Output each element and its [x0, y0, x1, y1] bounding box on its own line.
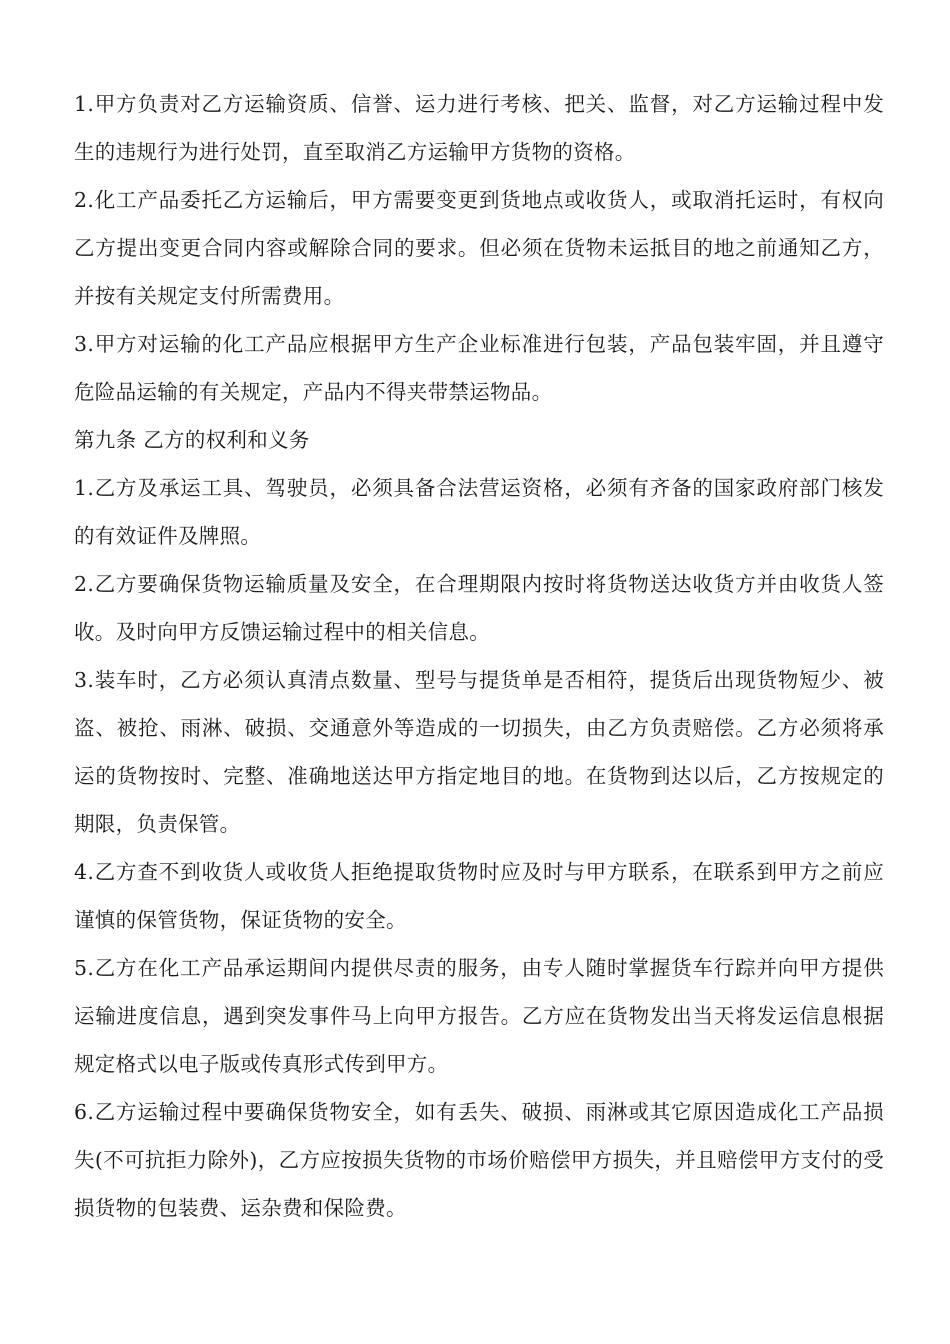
paragraph-2: 2.化工产品委托乙方运输后，甲方需要变更到货地点或收货人，或取消托运时，有权向乙方提出变更合同内容或解除合同的要求。但必须在货物未运抵目的地之前通知乙方，并按有关规定支付所需费用。	[74, 188, 884, 308]
section-paragraph-6: 6.乙方运输过程中要确保货物安全，如有丢失、破损、雨淋或其它原因造成化工产品损失(不可抗拒力除外)，乙方应按损失货物的市场价赔偿甲方损失，并且赔偿甲方支付的受损货物的包装费、运杂费和保险费。	[74, 1100, 884, 1220]
section-paragraph-1: 1.乙方及承运工具、驾驶员，必须具备合法营运资格，必须有齐备的国家政府部门核发的有效证件及牌照。	[74, 476, 884, 548]
section-heading: 第九条 乙方的权利和义务	[74, 428, 310, 452]
section-paragraph-2: 2.乙方要确保货物运输质量及安全，在合理期限内按时将货物送达收货方并由收货人签收。及时向甲方反馈运输过程中的相关信息。	[74, 572, 884, 644]
section-paragraph-4: 4.乙方查不到收货人或收货人拒绝提取货物时应及时与甲方联系，在联系到甲方之前应谨慎的保管货物，保证货物的安全。	[74, 860, 884, 932]
section-paragraph-5: 5.乙方在化工产品承运期间内提供尽责的服务，由专人随时掌握货车行踪并向甲方提供运输进度信息，遇到突发事件马上向甲方报告。乙方应在货物发出当天将发运信息根据规定格式以电子版或传真形式传到甲方。	[74, 956, 884, 1076]
paragraph-3: 3.甲方对运输的化工产品应根据甲方生产企业标准进行包装，产品包装牢固，并且遵守危险品运输的有关规定，产品内不得夹带禁运物品。	[74, 332, 884, 404]
document-body	[74, 80, 884, 1232]
paragraph-1: 1.甲方负责对乙方运输资质、信誉、运力进行考核、把关、监督，对乙方运输过程中发生的违规行为进行处罚，直至取消乙方运输甲方货物的资格。	[74, 92, 884, 164]
section-paragraph-3: 3.装车时，乙方必须认真清点数量、型号与提货单是否相符，提货后出现货物短少、被盗、被抢、雨淋、破损、交通意外等造成的一切损失，由乙方负责赔偿。乙方必须将承运的货物按时、完整、准确地送达甲方指定地目的地。在货物到达以后，乙方按规定的期限，负责保管。	[74, 668, 884, 836]
